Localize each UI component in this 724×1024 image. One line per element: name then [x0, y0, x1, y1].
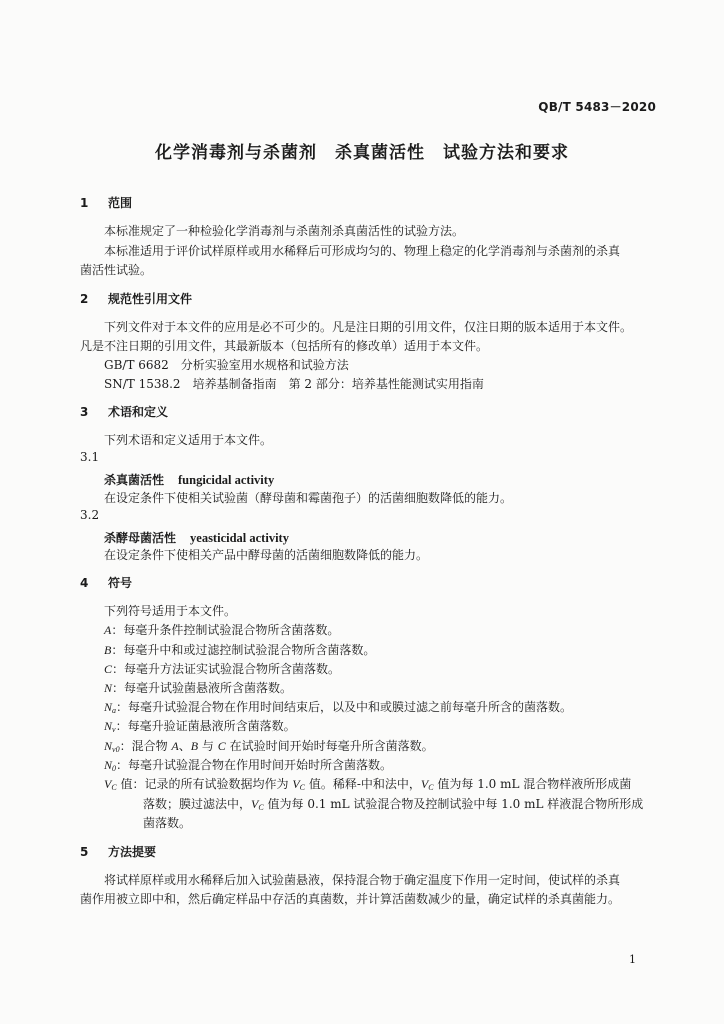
section-2-paragraph-line-1: 下列文件对于本文件的应用是必不可少的。凡是注日期的引用文件，仅注日期的版本适用于本文件。 — [104, 320, 633, 334]
section-3-heading: 3 术语和定义 — [80, 405, 169, 419]
term-1-heading: 杀真菌活性 fungicidal activity — [104, 473, 275, 487]
section-5-heading: 5 方法提要 — [80, 845, 157, 859]
section-1-heading: 1 范围 — [80, 196, 133, 210]
section-4-intro: 下列符号适用于本文件。 — [104, 604, 237, 618]
term-2-number: 3.2 — [80, 508, 100, 522]
symbol-vc-line-1: $V_C$ 值：记录的所有试验数据均作为 $V_C$ 值。稀释-中和法中，$V_C$ 值为每 1.0 mL 混合物样液所形成菌 — [104, 777, 632, 792]
section-1-paragraph-1: 本标准规定了一种检验化学消毒剂与杀菌剂杀真菌活性的试验方法。 — [104, 224, 465, 238]
section-1-paragraph-2-line-2: 菌活性试验。 — [80, 263, 153, 277]
section-2-heading: 2 规范性引用文件 — [80, 292, 193, 306]
symbol-n: N：每毫升试验菌悬液所含菌落数。 — [104, 681, 293, 695]
symbol-c: C：每毫升方法证实试验混合物所含菌落数。 — [104, 662, 341, 676]
term-2-heading: 杀酵母菌活性 yeasticidal activity — [104, 531, 289, 545]
symbol-n0: $N_0$：每毫升试验混合物在作用时间开始时所含菌落数。 — [104, 758, 393, 773]
symbol-na: $N_a$：每毫升试验混合物在作用时间结束后，以及中和或膜过滤之前每毫升所含的菌落数。 — [104, 700, 573, 715]
symbol-nv0: $N_{v0}$：混合物 A、B 与 C 在试验时间开始时每毫升所含菌落数。 — [104, 739, 434, 754]
reference-snt-1538-2: SN/T 1538.2 培养基制备指南 第 2 部分：培养基性能测试实用指南 — [104, 377, 484, 391]
reference-gbt-6682: GB/T 6682 分析实验室用水规格和试验方法 — [104, 358, 349, 372]
symbol-vc-line-3: 菌落数。 — [143, 816, 192, 830]
section-1-paragraph-2-line-1: 本标准适用于评价试样原样或用水稀释后可形成均匀的、物理上稳定的化学消毒剂与杀菌剂的杀真 — [104, 244, 621, 258]
term-1-number: 3.1 — [80, 450, 100, 464]
section-2-paragraph-line-2: 凡是不注日期的引用文件，其最新版本（包括所有的修改单）适用于本文件。 — [80, 339, 489, 353]
term-2-definition: 在设定条件下使相关产品中酵母菌的活菌细胞数降低的能力。 — [104, 548, 429, 562]
section-5-paragraph-line-1: 将试样原样或用水稀释后加入试验菌悬液，保持混合物于确定温度下作用一定时间，使试样的杀真 — [104, 873, 621, 887]
symbol-a: A：每毫升条件控制试验混合物所含菌落数。 — [104, 623, 340, 637]
section-3-intro: 下列术语和定义适用于本文件。 — [104, 433, 273, 447]
symbol-nv: $N_v$：每毫升验证菌悬液所含菌落数。 — [104, 719, 296, 734]
symbol-b: B：每毫升中和或过滤控制试验混合物所含菌落数。 — [104, 643, 376, 657]
symbol-vc-line-2: 落数；膜过滤法中，$V_C$ 值为每 0.1 mL 试验混合物及控制试验中每 1.0 mL 样液混合物所形成 — [143, 797, 644, 812]
document-code: QB/T 5483－2020 — [538, 100, 656, 114]
term-1-definition: 在设定条件下使相关试验菌（酵母菌和霉菌孢子）的活菌细胞数降低的能力。 — [104, 491, 513, 505]
page-number: 1 — [629, 953, 636, 966]
document-title: 化学消毒剂与杀菌剂 杀真菌活性 试验方法和要求 — [155, 143, 569, 163]
section-4-heading: 4 符号 — [80, 576, 133, 590]
section-5-paragraph-line-2: 菌作用被立即中和，然后确定样品中存活的真菌数，并计算活菌数减少的量，确定试样的杀真菌能力。 — [80, 892, 621, 906]
